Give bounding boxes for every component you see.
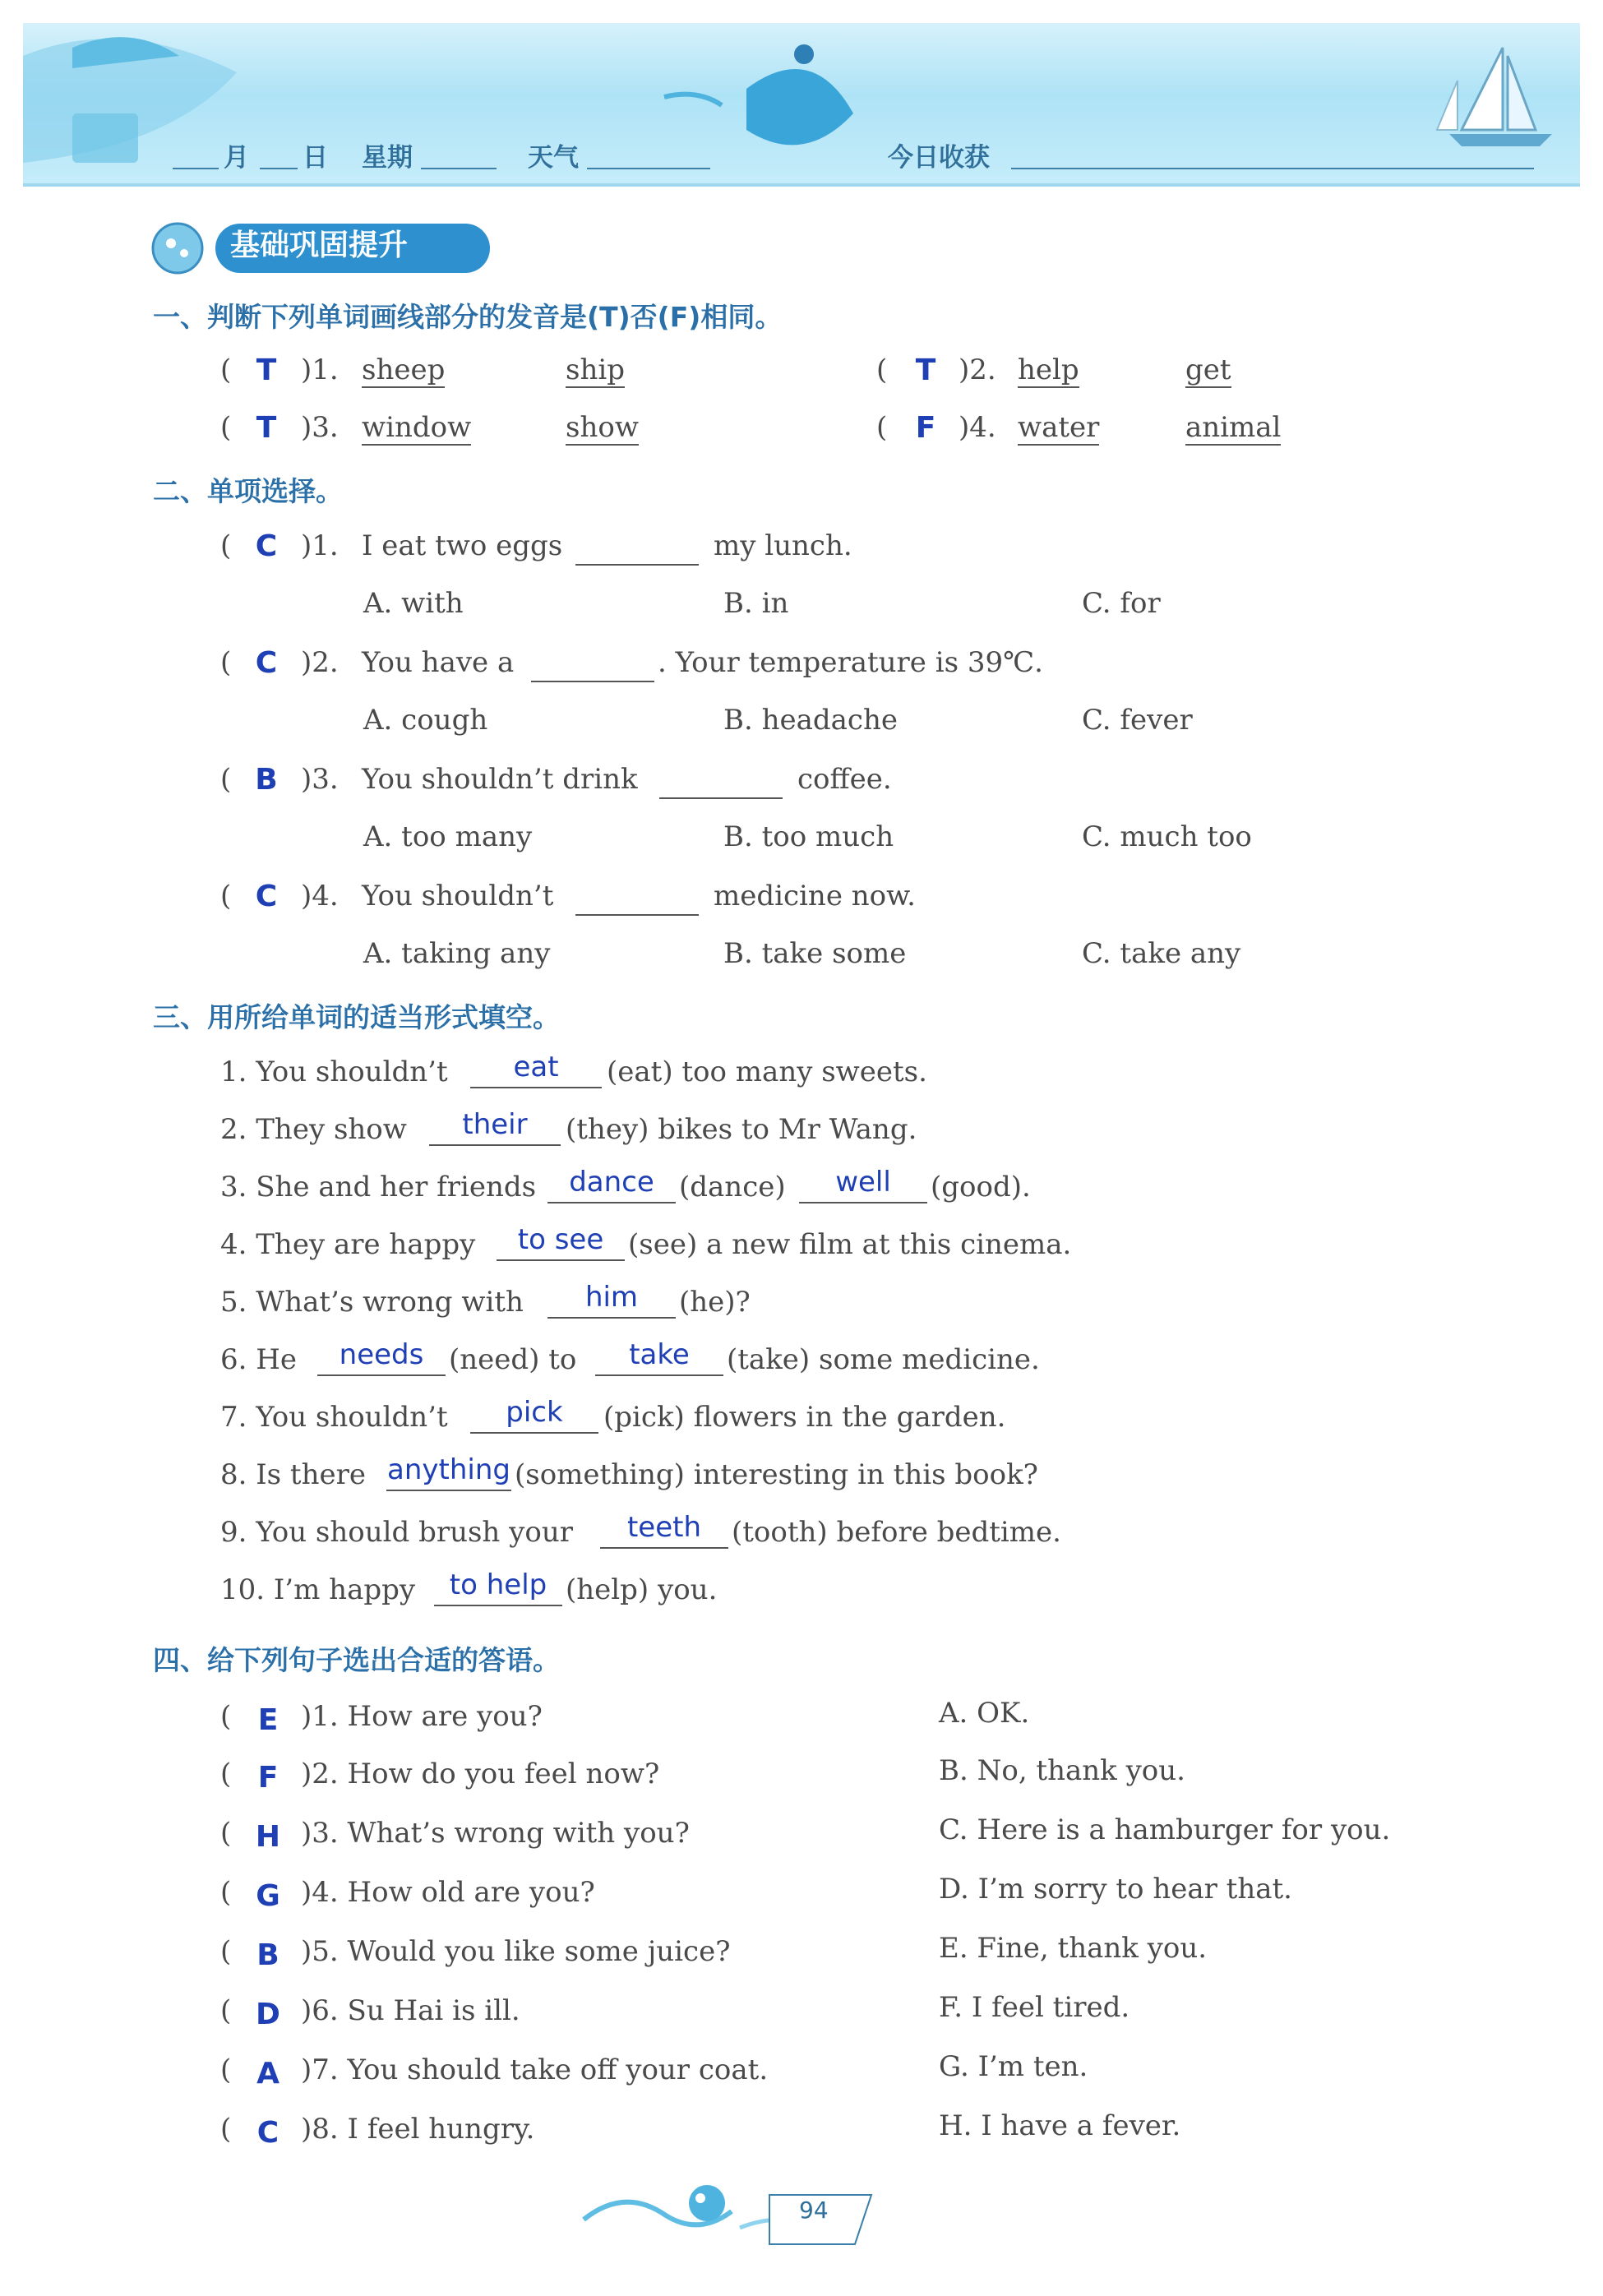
part2-title: 二、单项选择。 (153, 475, 343, 507)
option-c: C. take any (1082, 937, 1241, 970)
answer-mark: E (257, 1703, 279, 1737)
harvest-label: 今日收获 (888, 143, 990, 173)
answer-blank (575, 562, 699, 566)
question-number: )4. (301, 880, 339, 912)
answer-mark: F (257, 1761, 279, 1795)
answer-mark: T (256, 411, 277, 445)
header-decoration (23, 23, 1580, 183)
answer-mark: A (256, 2057, 279, 2090)
option-c: C. much too (1082, 820, 1252, 853)
question-number: )2. (301, 646, 339, 679)
question-text: coffee. (797, 763, 892, 796)
question-text: )4. How old are you? (301, 1876, 595, 1909)
fill-answer: him (547, 1281, 676, 1319)
word-a: help (1018, 353, 1079, 386)
option-text: C. Here is a hamburger for you. (939, 1813, 1391, 1846)
question-text: )8. I feel hungry. (301, 2113, 535, 2146)
answer-mark: G (256, 1879, 280, 1913)
option-a: A. taking any (363, 937, 551, 970)
word-b: animal (1185, 411, 1282, 444)
question-number: )1. (301, 529, 339, 562)
fill-answer: teeth (600, 1511, 728, 1549)
option-text: E. Fine, thank you. (939, 1932, 1208, 1965)
option-a: A. with (363, 587, 464, 620)
question-text: )2. How do you feel now? (301, 1758, 660, 1790)
fill-answer: pick (470, 1396, 598, 1434)
answer-blank (531, 679, 654, 682)
question-text: )5. Would you like some juice? (301, 1935, 731, 1968)
weekday-label: 星期 (362, 143, 413, 173)
word-a: sheep (362, 353, 446, 386)
answer-mark: H (255, 1820, 281, 1854)
option-b: B. too much (723, 820, 894, 853)
option-a: A. too many (363, 820, 533, 853)
question-text: . Your temperature is 39℃. (658, 646, 1043, 679)
page-number: 94 (799, 2197, 829, 2224)
footer-decoration (575, 2170, 888, 2252)
answer-mark: T (915, 353, 936, 387)
answer-mark: D (256, 1998, 280, 2031)
part4-title: 四、给下列句子选出合适的答语。 (153, 1644, 560, 1676)
fill-answer: needs (317, 1338, 446, 1376)
fill-answer: anything (386, 1453, 511, 1491)
part3-title: 三、用所给单词的适当形式填空。 (153, 1001, 560, 1033)
day-blank (260, 168, 298, 169)
option-c: C. fever (1082, 704, 1193, 737)
fill-answer: take (595, 1338, 723, 1376)
fill-answer: well (799, 1166, 927, 1203)
answer-mark: C (255, 880, 278, 913)
question-text: )1. How are you? (301, 1700, 543, 1733)
word-a: window (362, 411, 472, 444)
section-badge-title: 基础巩固提升 (230, 229, 409, 262)
option-b: B. headache (723, 704, 898, 737)
option-text: A. OK. (939, 1697, 1030, 1730)
option-text: B. No, thank you. (939, 1754, 1185, 1787)
option-text: F. I feel tired. (939, 1991, 1130, 2024)
question-text: I eat two eggs (362, 529, 563, 562)
question-number: )4. (959, 411, 996, 444)
weather-blank (587, 168, 710, 169)
weekday-blank (421, 168, 497, 169)
fill-answer: dance (547, 1166, 676, 1203)
question-number: )3. (301, 411, 339, 444)
question-number: )3. (301, 763, 339, 796)
word-b: show (566, 411, 639, 444)
part1-title: 一、判断下列单词画线部分的发音是(T)否(F)相同。 (153, 301, 783, 333)
option-c: C. for (1082, 587, 1161, 620)
question-text: )7. You should take off your coat. (301, 2053, 769, 2086)
word-b: ship (566, 353, 625, 386)
answer-mark: C (256, 2116, 279, 2150)
day-label: 日 (303, 143, 328, 173)
option-b: B. in (723, 587, 789, 620)
fill-answer: their (429, 1108, 561, 1146)
question-text: )6. Su Hai is ill. (301, 1994, 520, 2027)
fill-answer: to see (497, 1223, 625, 1261)
option-text: G. I’m ten. (939, 2050, 1088, 2083)
answer-mark: C (255, 646, 278, 680)
answer-mark: T (256, 353, 277, 387)
question-number: )1. (301, 353, 339, 386)
question-text: You shouldn’t drink (362, 763, 638, 796)
option-b: B. take some (723, 937, 907, 970)
answer-mark: C (255, 529, 278, 563)
question-text: )3. What’s wrong with you? (301, 1817, 690, 1850)
question-text: You have a (362, 646, 515, 679)
harvest-blank (1011, 168, 1534, 169)
question-text: my lunch. (714, 529, 852, 562)
question-text: You shouldn’t (362, 880, 554, 912)
month-blank (173, 168, 219, 169)
answer-blank (575, 912, 699, 916)
question-number: )2. (959, 353, 996, 386)
answer-mark: F (915, 411, 936, 445)
answer-blank (659, 796, 783, 799)
question-text: medicine now. (714, 880, 916, 912)
option-a: A. cough (363, 704, 488, 737)
answer-mark: B (255, 763, 278, 797)
word-b: get (1185, 353, 1231, 386)
fill-answer: eat (470, 1051, 602, 1088)
option-text: D. I’m sorry to hear that. (939, 1873, 1292, 1906)
header-banner (23, 23, 1580, 187)
weather-label: 天气 (528, 143, 579, 173)
answer-mark: B (256, 1938, 279, 1972)
option-text: H. I have a fever. (939, 2109, 1181, 2142)
fill-answer: to help (434, 1568, 562, 1606)
month-label: 月 (224, 143, 249, 173)
word-a: water (1018, 411, 1100, 444)
